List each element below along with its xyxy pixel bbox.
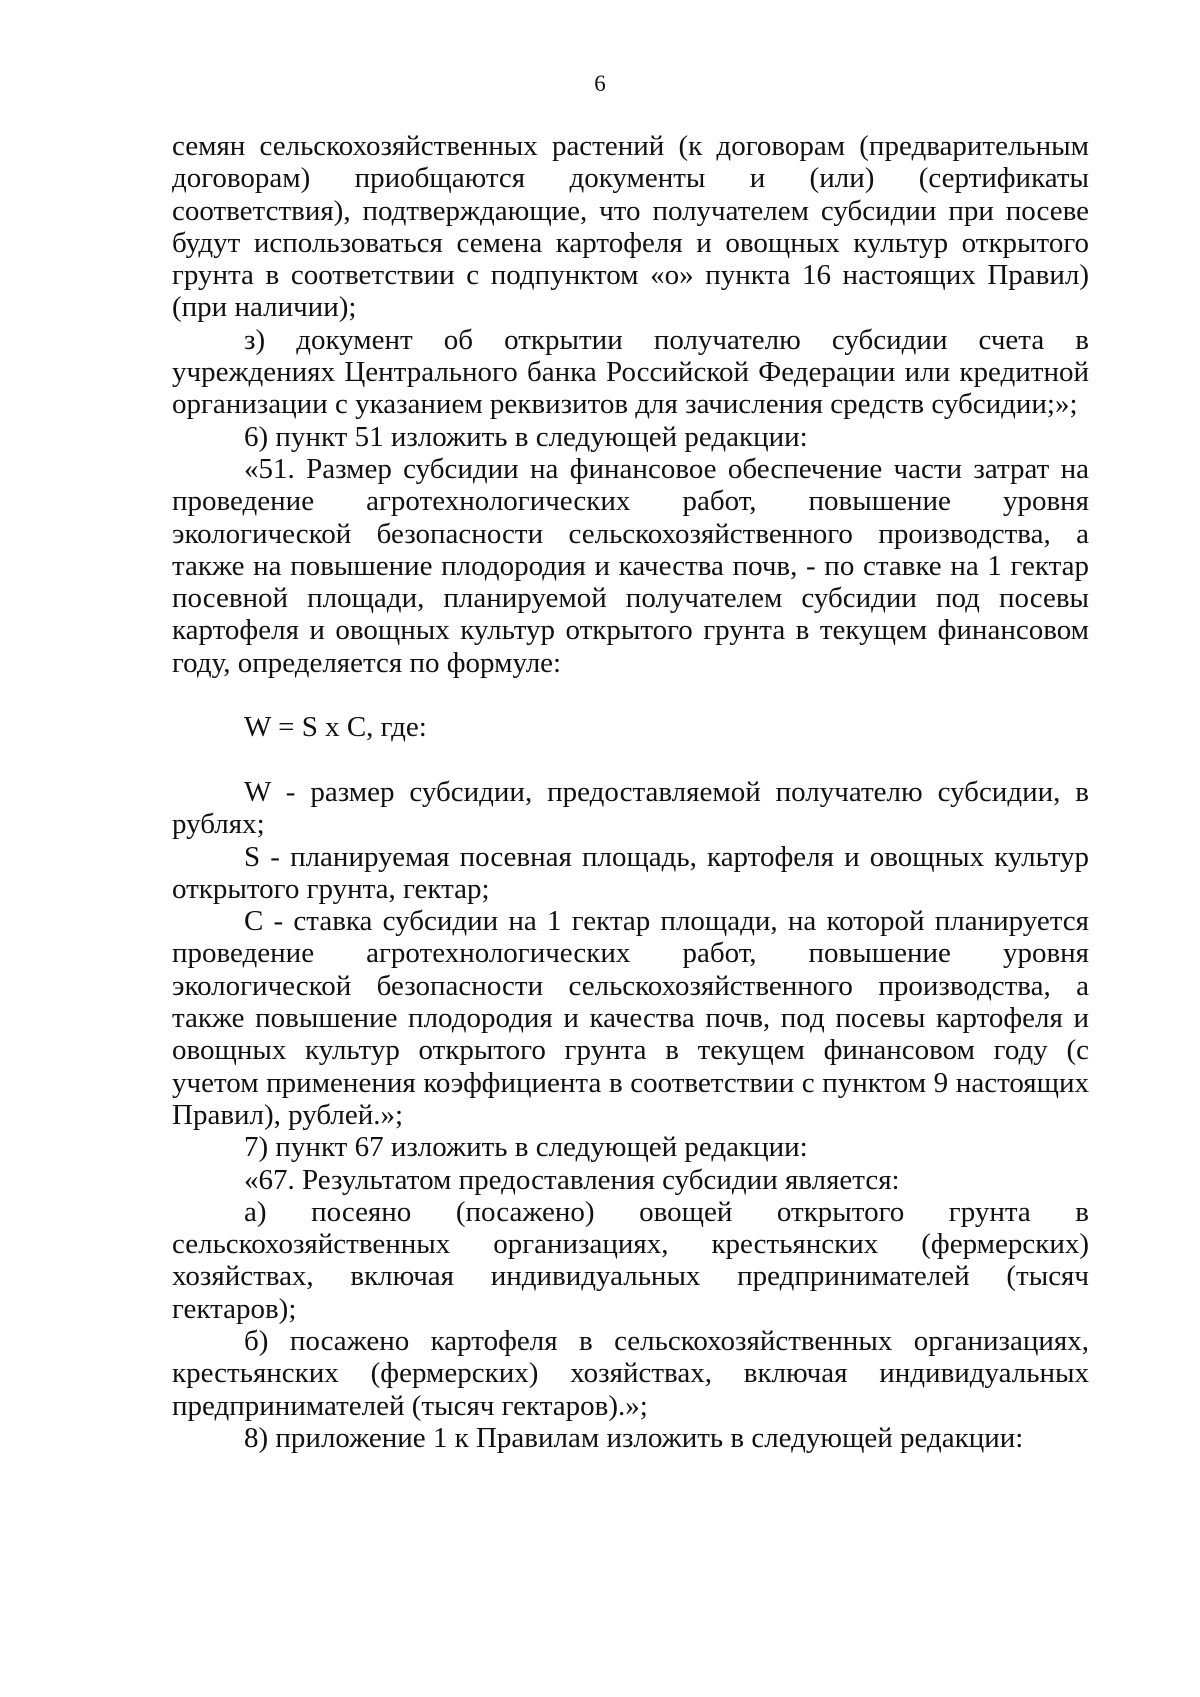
paragraph-definition-w: W - размер субсидии, предоставляемой получателю субсидии, в рублях; <box>172 775 1089 841</box>
document-body <box>172 130 1089 1454</box>
formula: W = S x C, где: <box>244 711 427 744</box>
paragraph-definition-c: C - ставка субсидии на 1 гектар площади, на которой планируется проведение агротехнологических работ, повышение уровня экологической безопасности сельскохозяйственного производства, а также повышение плодородия и качества почв, под посевы картофеля и овощных культур открытого грунта в текущем финансовом году (с учетом применения коэффициента в соответствии с пунктом 9 настоящих Правил), рублей.»; <box>172 905 1089 1131</box>
paragraph-result-b: б) посажено картофеля в сельскохозяйственных организациях, крестьянских (фермерских) хозяйствах, включая индивидуальных предпринимателей (тысяч гектаров).»; <box>172 1324 1089 1422</box>
paragraph-definition-s: S - планируемая посевная площадь, картофеля и овощных культур открытого грунта, гектар; <box>172 840 1089 905</box>
paragraph-amendment-6: 6) пункт 51 изложить в следующей редакции: <box>244 420 808 453</box>
paragraph-result-a: а) посеяно (посажено) овощей открытого грунта в сельскохозяйственных организациях, крестьянских (фермерских) хозяйствах, включая индивидуальных предпринимателей (тысяч гектаров); <box>172 1195 1089 1325</box>
page-number: 6 <box>594 71 606 96</box>
paragraph-clause-67: «67. Результатом предоставления субсидии является: <box>244 1163 900 1196</box>
paragraph-item-z: з) документ об открытии получателю субсидии счета в учреждениях Центрального банка Российской Федерации или кредитной организации с указанием реквизитов для зачисления средств субсидии;»; <box>172 323 1089 421</box>
paragraph-seeds-continuation: семян сельскохозяйственных растений (к договорам (предварительным договорам) приобщаются документы и (или) (сертификаты соответствия), подтверждающие, что получателем субсидии при посеве будут использоваться семена картофеля и овощных культур открытого грунта в соответствии с подпунктом «о» пункта 16 настоящих Правил) (при наличии); <box>172 130 1089 324</box>
paragraph-amendment-8: 8) приложение 1 к Правилам изложить в следующей редакции: <box>244 1421 1024 1454</box>
paragraph-clause-51: «51. Размер субсидии на финансовое обеспечение части затрат на проведение агротехнологических работ, повышение уровня экологической безопасности сельскохозяйственного производства, а также на повышение плодородия и качества почв, - по ставке на 1 гектар посевной площади, планируемой получателем субсидии под посевы картофеля и овощных культур открытого грунта в текущем финансовом году, определяется по формуле: <box>172 452 1089 679</box>
paragraph-amendment-7: 7) пункт 67 изложить в следующей редакции: <box>244 1131 808 1164</box>
